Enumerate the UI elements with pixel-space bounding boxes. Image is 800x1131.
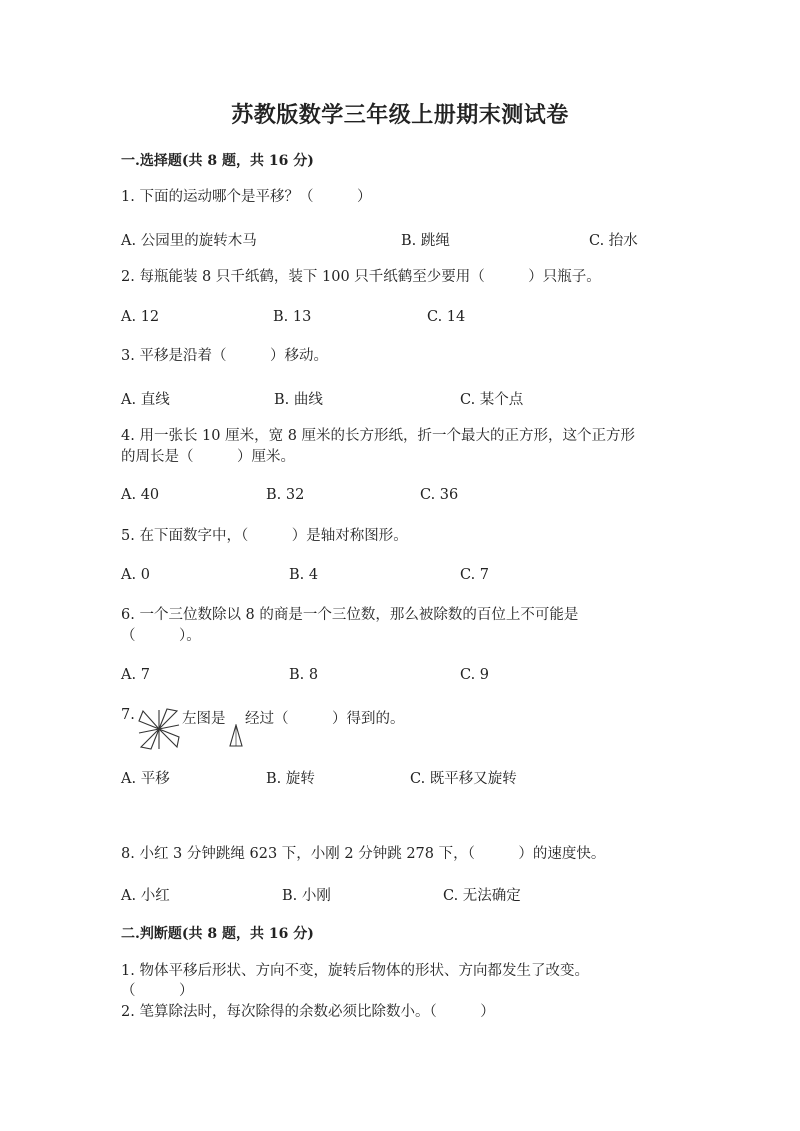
question-7-part-1: 左图是 xyxy=(182,711,226,727)
q2-option-b: B. 13 xyxy=(273,309,312,325)
triangle-figure-icon xyxy=(228,724,244,748)
question-7-number: 7. xyxy=(121,707,135,723)
question-2: 2. 每瓶能装 8 只千纸鹤，装下 100 只千纸鹤至少要用（ ）只瓶子。 xyxy=(121,269,601,285)
question-1: 1. 下面的运动哪个是平移？（ ） xyxy=(121,189,372,205)
q7-option-c: C. 既平移又旋转 xyxy=(410,771,517,787)
q5-option-b: B. 4 xyxy=(289,567,319,583)
question-3: 3. 平移是沿着（ ）移动。 xyxy=(121,348,328,364)
pinwheel-figure-icon xyxy=(137,707,181,751)
question-8: 8. 小红 3 分钟跳绳 623 下，小刚 2 分钟跳 278 下，（ ）的速度快。 xyxy=(121,846,606,862)
section-heading-choice: 一.选择题(共 8 题，共 16 分) xyxy=(121,153,314,169)
q8-option-b: B. 小刚 xyxy=(282,888,331,904)
judgement-1-line-2: （ ） xyxy=(121,983,194,999)
section-heading-judgement: 二.判断题(共 8 题，共 16 分) xyxy=(121,926,314,942)
q1-option-b: B. 跳绳 xyxy=(401,233,450,249)
question-5: 5. 在下面数字中，（ ）是轴对称图形。 xyxy=(121,528,408,544)
q1-option-a: A. 公园里的旋转木马 xyxy=(121,233,257,249)
q5-option-c: C. 7 xyxy=(460,567,490,583)
judgement-1-line-1: 1. 物体平移后形状、方向不变，旋转后物体的形状、方向都发生了改变。 xyxy=(121,963,589,979)
q2-option-c: C. 14 xyxy=(427,309,466,325)
question-4-line-2: 的周长是（ ）厘米。 xyxy=(121,449,295,465)
q8-option-a: A. 小红 xyxy=(121,888,170,904)
q7-option-b: B. 旋转 xyxy=(266,771,315,787)
q8-option-c: C. 无法确定 xyxy=(443,888,521,904)
q6-option-c: C. 9 xyxy=(460,667,490,683)
q3-option-a: A. 直线 xyxy=(121,392,170,408)
q2-option-a: A. 12 xyxy=(121,309,160,325)
q4-option-a: A. 40 xyxy=(121,487,160,503)
q6-option-b: B. 8 xyxy=(289,667,319,683)
q1-option-c: C. 抬水 xyxy=(589,233,638,249)
judgement-2: 2. 笔算除法时，每次除得的余数必须比除数小。（ ） xyxy=(121,1004,495,1020)
q4-option-c: C. 36 xyxy=(420,487,459,503)
q3-option-c: C. 某个点 xyxy=(460,392,524,408)
question-4-line-1: 4. 用一张长 10 厘米，宽 8 厘米的长方形纸，折一个最大的正方形，这个正方形 xyxy=(121,428,636,444)
q3-option-b: B. 曲线 xyxy=(274,392,323,408)
q7-option-a: A. 平移 xyxy=(121,771,170,787)
q6-option-a: A. 7 xyxy=(121,667,150,683)
question-6-line-2: （ ）。 xyxy=(121,628,201,644)
question-6-line-1: 6. 一个三位数除以 8 的商是一个三位数，那么被除数的百位上不可能是 xyxy=(121,607,579,623)
page-title: 苏教版数学三年级上册期末测试卷 xyxy=(231,102,569,128)
q5-option-a: A. 0 xyxy=(121,567,150,583)
q4-option-b: B. 32 xyxy=(266,487,305,503)
question-7-part-2: 经过（ ）得到的。 xyxy=(245,711,405,727)
